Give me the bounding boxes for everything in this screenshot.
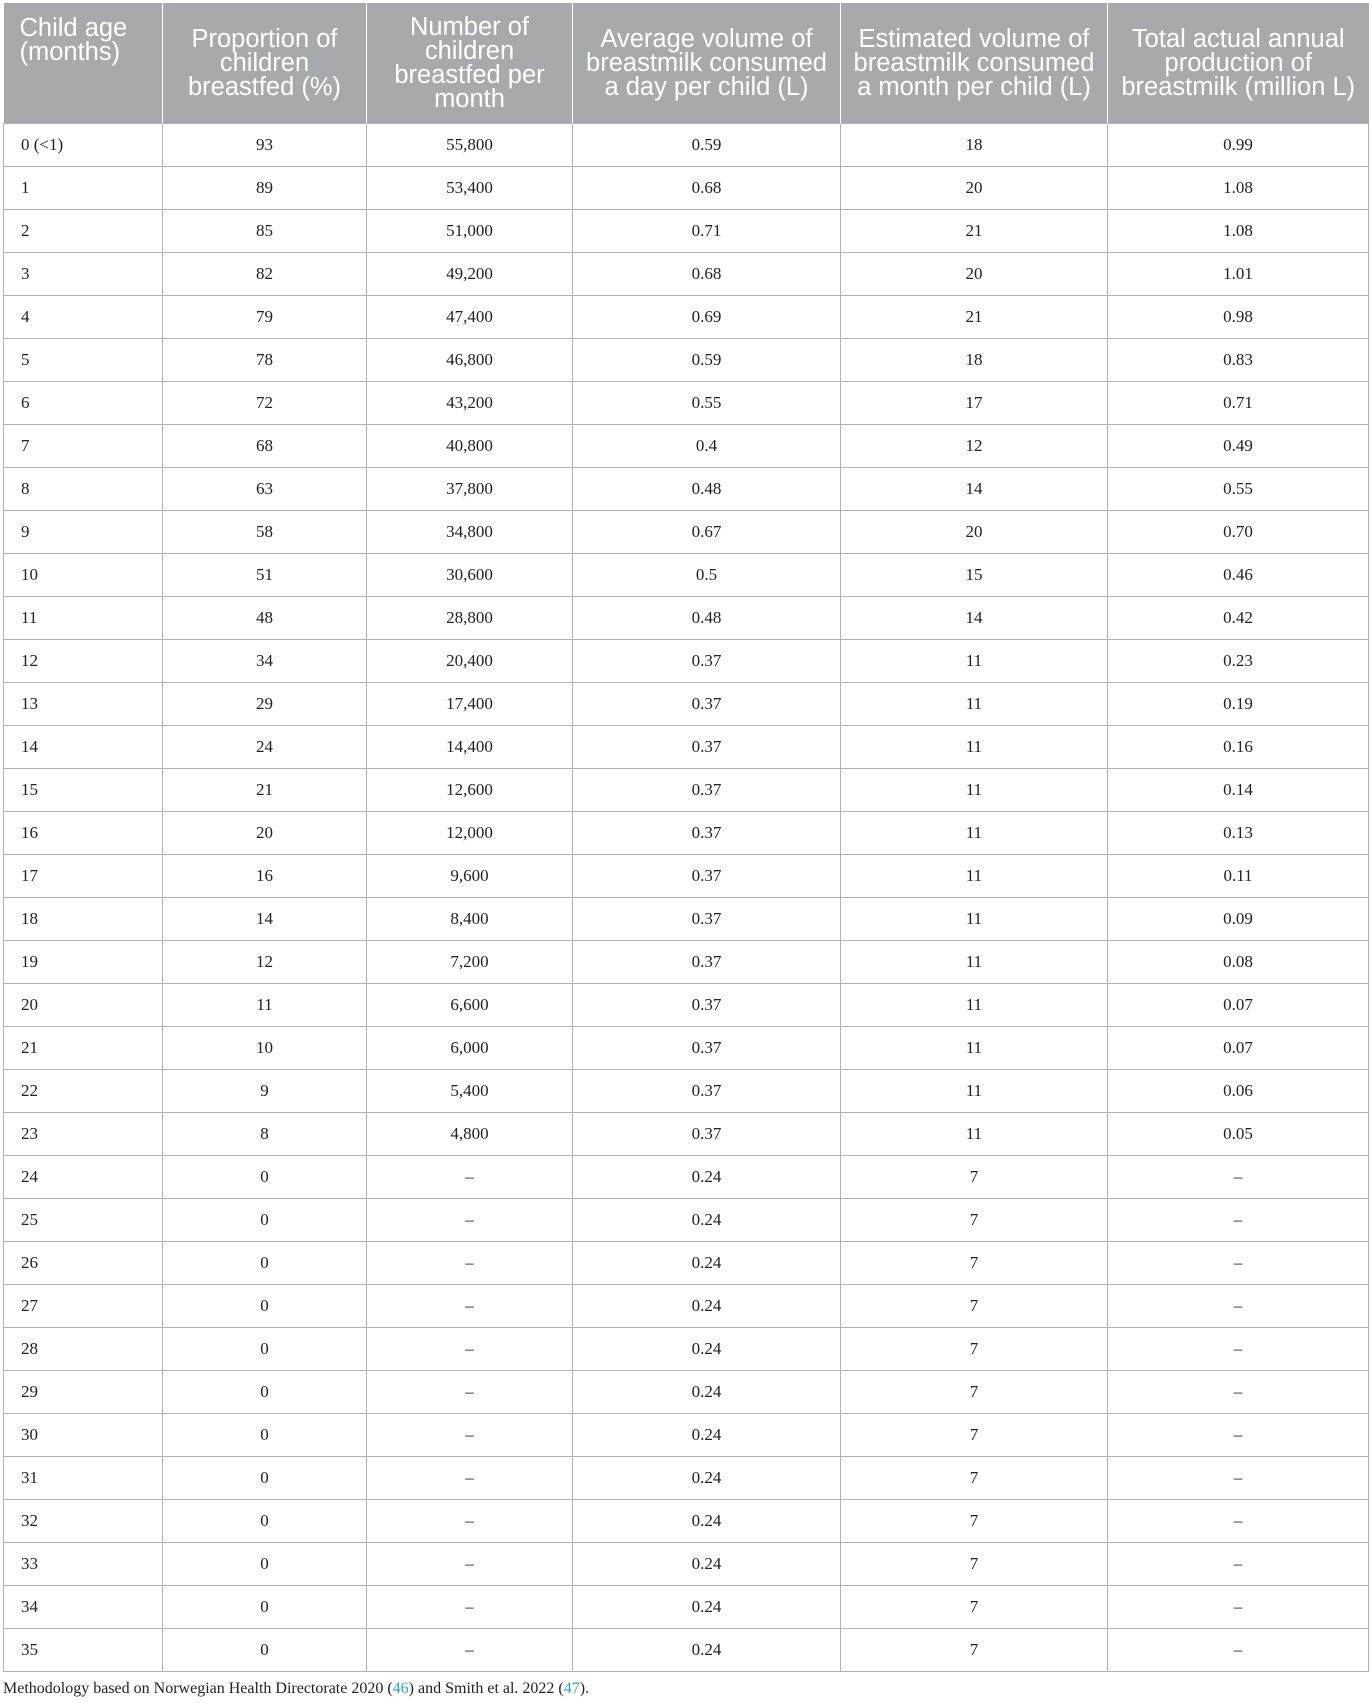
table-cell: 0.24 xyxy=(573,1456,841,1499)
table-row xyxy=(4,209,1369,252)
table-cell: – xyxy=(367,1241,573,1284)
table-cell: 8 xyxy=(163,1112,367,1155)
table-cell: 20,400 xyxy=(367,639,573,682)
table-cell: 7 xyxy=(841,1327,1108,1370)
table-cell: 20 xyxy=(841,510,1108,553)
table-cell: 5 xyxy=(4,338,163,381)
table-cell: 12,600 xyxy=(367,768,573,811)
table-cell: 0.71 xyxy=(573,209,841,252)
table-cell: 0.24 xyxy=(573,1499,841,1542)
table-cell: – xyxy=(1108,1628,1369,1671)
table-cell: 7 xyxy=(841,1198,1108,1241)
table-row xyxy=(4,467,1369,510)
table-cell: 28,800 xyxy=(367,596,573,639)
table-cell: 17 xyxy=(4,854,163,897)
table-cell: 0.70 xyxy=(1108,510,1369,553)
table-cell: 0.37 xyxy=(573,725,841,768)
table-cell: 49,200 xyxy=(367,252,573,295)
table-cell: – xyxy=(367,1628,573,1671)
table-cell: 0.68 xyxy=(573,166,841,209)
table-row xyxy=(4,1198,1369,1241)
table-cell: 7 xyxy=(841,1155,1108,1198)
table-cell: 0.4 xyxy=(573,424,841,467)
table-cell: 13 xyxy=(4,682,163,725)
table-cell: – xyxy=(1108,1327,1369,1370)
table-cell: 19 xyxy=(4,940,163,983)
table-cell: 0.55 xyxy=(1108,467,1369,510)
table-row xyxy=(4,854,1369,897)
table-row xyxy=(4,1284,1369,1327)
table-row xyxy=(4,381,1369,424)
table-cell: 37,800 xyxy=(367,467,573,510)
table-cell: 11 xyxy=(841,897,1108,940)
table-row xyxy=(4,1499,1369,1542)
table-row xyxy=(4,553,1369,596)
header-child-age: Child age (months) xyxy=(4,3,163,123)
table-cell: 16 xyxy=(163,854,367,897)
table-cell: 0 xyxy=(163,1542,367,1585)
table-cell: 0 xyxy=(163,1499,367,1542)
footnote-text-suffix: ). xyxy=(579,1680,590,1697)
table-cell: – xyxy=(367,1413,573,1456)
table-row xyxy=(4,639,1369,682)
table-cell: 20 xyxy=(841,166,1108,209)
table-cell: 0.68 xyxy=(573,252,841,295)
table-cell: 14 xyxy=(841,596,1108,639)
table-cell: 0 xyxy=(163,1155,367,1198)
table-row xyxy=(4,596,1369,639)
table-cell: – xyxy=(1108,1585,1369,1628)
table-cell: – xyxy=(367,1370,573,1413)
table-cell: 0.37 xyxy=(573,1026,841,1069)
table-cell: 0 xyxy=(163,1370,367,1413)
table-cell: 68 xyxy=(163,424,367,467)
table-cell: – xyxy=(367,1198,573,1241)
table-cell: 21 xyxy=(163,768,367,811)
table-row xyxy=(4,1155,1369,1198)
table-cell: 5,400 xyxy=(367,1069,573,1112)
table-cell: 1.08 xyxy=(1108,209,1369,252)
table-cell: – xyxy=(1108,1456,1369,1499)
table-row xyxy=(4,166,1369,209)
table-cell: 20 xyxy=(841,252,1108,295)
table-cell: 0.24 xyxy=(573,1284,841,1327)
table-cell: 48 xyxy=(163,596,367,639)
table-cell: 9 xyxy=(163,1069,367,1112)
table-cell: 0.11 xyxy=(1108,854,1369,897)
table-cell: 7 xyxy=(841,1456,1108,1499)
table-row xyxy=(4,1370,1369,1413)
table-cell: 72 xyxy=(163,381,367,424)
table-row xyxy=(4,1628,1369,1671)
table-cell: 4 xyxy=(4,295,163,338)
table-cell: – xyxy=(1108,1284,1369,1327)
table-cell: 0.67 xyxy=(573,510,841,553)
table-cell: 0.5 xyxy=(573,553,841,596)
table-cell: 0 xyxy=(163,1413,367,1456)
table-cell: 14 xyxy=(163,897,367,940)
table-cell: 0 xyxy=(163,1327,367,1370)
table-cell: 89 xyxy=(163,166,367,209)
table-cell: 11 xyxy=(841,940,1108,983)
table-cell: 0.24 xyxy=(573,1413,841,1456)
table-cell: 0.06 xyxy=(1108,1069,1369,1112)
table-cell: 34 xyxy=(163,639,367,682)
table-cell: 26 xyxy=(4,1241,163,1284)
table-cell: 0 xyxy=(163,1456,367,1499)
table-cell: 11 xyxy=(841,1069,1108,1112)
table-cell: 0.69 xyxy=(573,295,841,338)
table-cell: 0.59 xyxy=(573,123,841,166)
table-row xyxy=(4,338,1369,381)
footnote-text-prefix: Methodology based on Norwegian Health Directorate 2020 ( xyxy=(3,1680,393,1697)
table-cell: 0.24 xyxy=(573,1155,841,1198)
table-cell: 35 xyxy=(4,1628,163,1671)
table-cell: – xyxy=(367,1456,573,1499)
table-cell: 8 xyxy=(4,467,163,510)
table-cell: 23 xyxy=(4,1112,163,1155)
table-cell: 0.24 xyxy=(573,1370,841,1413)
table-cell: 11 xyxy=(841,725,1108,768)
table-cell: 33 xyxy=(4,1542,163,1585)
table-cell: 11 xyxy=(163,983,367,1026)
table-cell: 0.83 xyxy=(1108,338,1369,381)
table-cell: – xyxy=(1108,1499,1369,1542)
table-footnote xyxy=(3,1680,589,1698)
header-total-annual-production: Total actual annual production of breastmilk (million L) xyxy=(1108,3,1369,123)
table-cell: 29 xyxy=(163,682,367,725)
table-cell: 0 xyxy=(163,1585,367,1628)
table-body xyxy=(4,123,1369,1671)
table-cell: 7 xyxy=(841,1585,1108,1628)
table-cell: 0.37 xyxy=(573,682,841,725)
table-cell: 0.37 xyxy=(573,897,841,940)
table-cell: 1.08 xyxy=(1108,166,1369,209)
table-cell: 0 xyxy=(163,1198,367,1241)
table-cell: 12 xyxy=(4,639,163,682)
table-cell: 0.71 xyxy=(1108,381,1369,424)
table-cell: 0.37 xyxy=(573,768,841,811)
table-row xyxy=(4,1327,1369,1370)
header-number-breastfed: Number of children breastfed per month xyxy=(367,3,573,123)
table-cell: – xyxy=(367,1284,573,1327)
table-cell: 14 xyxy=(4,725,163,768)
header-average-daily-volume: Average volume of breastmilk consumed a day per child (L) xyxy=(573,3,841,123)
table-row xyxy=(4,510,1369,553)
header-estimated-monthly-volume: Estimated volume of breastmilk consumed a month per child (L) xyxy=(841,3,1108,123)
table-cell: 82 xyxy=(163,252,367,295)
table-cell: 0.07 xyxy=(1108,983,1369,1026)
table-cell: 24 xyxy=(4,1155,163,1198)
table-cell: 0.14 xyxy=(1108,768,1369,811)
table-row xyxy=(4,424,1369,467)
table-cell: 15 xyxy=(841,553,1108,596)
table-cell: 7 xyxy=(841,1628,1108,1671)
table-cell: 7 xyxy=(841,1241,1108,1284)
table-cell: – xyxy=(1108,1198,1369,1241)
table-cell: 14 xyxy=(841,467,1108,510)
table-row xyxy=(4,897,1369,940)
table-cell: 17,400 xyxy=(367,682,573,725)
table-cell: 0.13 xyxy=(1108,811,1369,854)
table-cell: 18 xyxy=(841,338,1108,381)
table-cell: 0.24 xyxy=(573,1241,841,1284)
table-row xyxy=(4,1069,1369,1112)
table-cell: 9 xyxy=(4,510,163,553)
table-cell: 21 xyxy=(4,1026,163,1069)
table-cell: 7 xyxy=(841,1284,1108,1327)
table-cell: 11 xyxy=(841,1026,1108,1069)
table-cell: 78 xyxy=(163,338,367,381)
table-cell: 0.37 xyxy=(573,811,841,854)
data-table-container xyxy=(3,3,1368,1672)
table-cell: 0.42 xyxy=(1108,596,1369,639)
table-cell: 0.59 xyxy=(573,338,841,381)
table-cell: 6,600 xyxy=(367,983,573,1026)
table-cell: 32 xyxy=(4,1499,163,1542)
table-header xyxy=(4,3,1369,123)
table-cell: 1 xyxy=(4,166,163,209)
table-cell: – xyxy=(367,1585,573,1628)
table-cell: 53,400 xyxy=(367,166,573,209)
table-cell: 0.37 xyxy=(573,639,841,682)
table-cell: 63 xyxy=(163,467,367,510)
table-cell: 15 xyxy=(4,768,163,811)
table-cell: 0 (<1) xyxy=(4,123,163,166)
table-cell: 28 xyxy=(4,1327,163,1370)
table-cell: 18 xyxy=(4,897,163,940)
table-cell: 0 xyxy=(163,1284,367,1327)
table-cell: – xyxy=(367,1542,573,1585)
table-cell: 11 xyxy=(841,682,1108,725)
table-cell: 0 xyxy=(163,1628,367,1671)
table-cell: 0.09 xyxy=(1108,897,1369,940)
table-row xyxy=(4,1112,1369,1155)
table-cell: 43,200 xyxy=(367,381,573,424)
table-cell: 47,400 xyxy=(367,295,573,338)
table-cell: 7 xyxy=(841,1542,1108,1585)
table-cell: – xyxy=(1108,1155,1369,1198)
reference-link-47[interactable]: 47 xyxy=(563,1680,580,1697)
table-cell: 7,200 xyxy=(367,940,573,983)
table-cell: 7 xyxy=(841,1370,1108,1413)
table-cell: 0.55 xyxy=(573,381,841,424)
table-cell: 4,800 xyxy=(367,1112,573,1155)
table-cell: 25 xyxy=(4,1198,163,1241)
table-cell: 18 xyxy=(841,123,1108,166)
table-row xyxy=(4,682,1369,725)
table-cell: – xyxy=(1108,1241,1369,1284)
table-cell: 6,000 xyxy=(367,1026,573,1069)
table-cell: 7 xyxy=(841,1413,1108,1456)
table-cell: 14,400 xyxy=(367,725,573,768)
table-cell: 0 xyxy=(163,1241,367,1284)
table-cell: 9,600 xyxy=(367,854,573,897)
table-cell: 58 xyxy=(163,510,367,553)
header-row xyxy=(4,3,1369,123)
table-row xyxy=(4,123,1369,166)
table-cell: 11 xyxy=(841,983,1108,1026)
table-cell: – xyxy=(367,1155,573,1198)
table-row xyxy=(4,725,1369,768)
table-cell: 0.98 xyxy=(1108,295,1369,338)
table-cell: 17 xyxy=(841,381,1108,424)
table-cell: 0.08 xyxy=(1108,940,1369,983)
table-row xyxy=(4,1413,1369,1456)
table-cell: – xyxy=(367,1327,573,1370)
table-cell: 27 xyxy=(4,1284,163,1327)
table-cell: 20 xyxy=(163,811,367,854)
table-cell: 21 xyxy=(841,209,1108,252)
table-cell: 7 xyxy=(841,1499,1108,1542)
table-row xyxy=(4,252,1369,295)
table-row xyxy=(4,940,1369,983)
table-cell: 85 xyxy=(163,209,367,252)
table-cell: 93 xyxy=(163,123,367,166)
table-row xyxy=(4,1542,1369,1585)
table-cell: 21 xyxy=(841,295,1108,338)
table-cell: 31 xyxy=(4,1456,163,1499)
table-cell: 0.24 xyxy=(573,1327,841,1370)
table-cell: – xyxy=(1108,1370,1369,1413)
table-cell: 0.49 xyxy=(1108,424,1369,467)
table-cell: 79 xyxy=(163,295,367,338)
table-cell: 12 xyxy=(163,940,367,983)
table-cell: 7 xyxy=(4,424,163,467)
table-cell: 2 xyxy=(4,209,163,252)
table-cell: 0.19 xyxy=(1108,682,1369,725)
table-cell: 0.24 xyxy=(573,1628,841,1671)
table-cell: 0.23 xyxy=(1108,639,1369,682)
table-cell: 51,000 xyxy=(367,209,573,252)
table-cell: 10 xyxy=(163,1026,367,1069)
table-cell: 0.24 xyxy=(573,1585,841,1628)
table-row xyxy=(4,1585,1369,1628)
footnote-text-middle: ) and Smith et al. 2022 ( xyxy=(408,1680,564,1697)
table-cell: 0.24 xyxy=(573,1198,841,1241)
table-cell: 0.48 xyxy=(573,467,841,510)
reference-link-46[interactable]: 46 xyxy=(392,1680,409,1697)
table-cell: 0.37 xyxy=(573,983,841,1026)
breastmilk-table xyxy=(3,3,1369,1672)
table-cell: 0.24 xyxy=(573,1542,841,1585)
table-cell: 0.48 xyxy=(573,596,841,639)
table-cell: 20 xyxy=(4,983,163,1026)
table-cell: 16 xyxy=(4,811,163,854)
table-row xyxy=(4,983,1369,1026)
table-row xyxy=(4,1241,1369,1284)
table-row xyxy=(4,811,1369,854)
table-cell: 11 xyxy=(841,854,1108,897)
table-row xyxy=(4,1456,1369,1499)
table-cell: 12 xyxy=(841,424,1108,467)
table-cell: 0.05 xyxy=(1108,1112,1369,1155)
table-cell: 1.01 xyxy=(1108,252,1369,295)
table-row xyxy=(4,295,1369,338)
table-cell: 30,600 xyxy=(367,553,573,596)
table-cell: 51 xyxy=(163,553,367,596)
table-cell: 11 xyxy=(4,596,163,639)
table-cell: 10 xyxy=(4,553,163,596)
table-cell: – xyxy=(1108,1542,1369,1585)
table-cell: 34 xyxy=(4,1585,163,1628)
table-cell: 46,800 xyxy=(367,338,573,381)
table-cell: 0.37 xyxy=(573,1112,841,1155)
table-cell: 12,000 xyxy=(367,811,573,854)
table-cell: 0.46 xyxy=(1108,553,1369,596)
table-cell: 55,800 xyxy=(367,123,573,166)
table-cell: 0.37 xyxy=(573,854,841,897)
table-row xyxy=(4,1026,1369,1069)
table-cell: 30 xyxy=(4,1413,163,1456)
table-cell: 40,800 xyxy=(367,424,573,467)
table-cell: – xyxy=(1108,1413,1369,1456)
table-cell: 3 xyxy=(4,252,163,295)
table-cell: 11 xyxy=(841,811,1108,854)
table-row xyxy=(4,768,1369,811)
table-cell: 6 xyxy=(4,381,163,424)
table-cell: 0.07 xyxy=(1108,1026,1369,1069)
table-cell: – xyxy=(367,1499,573,1542)
table-cell: 34,800 xyxy=(367,510,573,553)
table-cell: 11 xyxy=(841,639,1108,682)
table-cell: 8,400 xyxy=(367,897,573,940)
table-cell: 0.37 xyxy=(573,940,841,983)
header-proportion-breastfed: Proportion of children breastfed (%) xyxy=(163,3,367,123)
table-cell: 11 xyxy=(841,768,1108,811)
table-cell: 0.16 xyxy=(1108,725,1369,768)
table-cell: 22 xyxy=(4,1069,163,1112)
table-cell: 0.99 xyxy=(1108,123,1369,166)
table-cell: 29 xyxy=(4,1370,163,1413)
table-cell: 0.37 xyxy=(573,1069,841,1112)
table-cell: 24 xyxy=(163,725,367,768)
table-cell: 11 xyxy=(841,1112,1108,1155)
